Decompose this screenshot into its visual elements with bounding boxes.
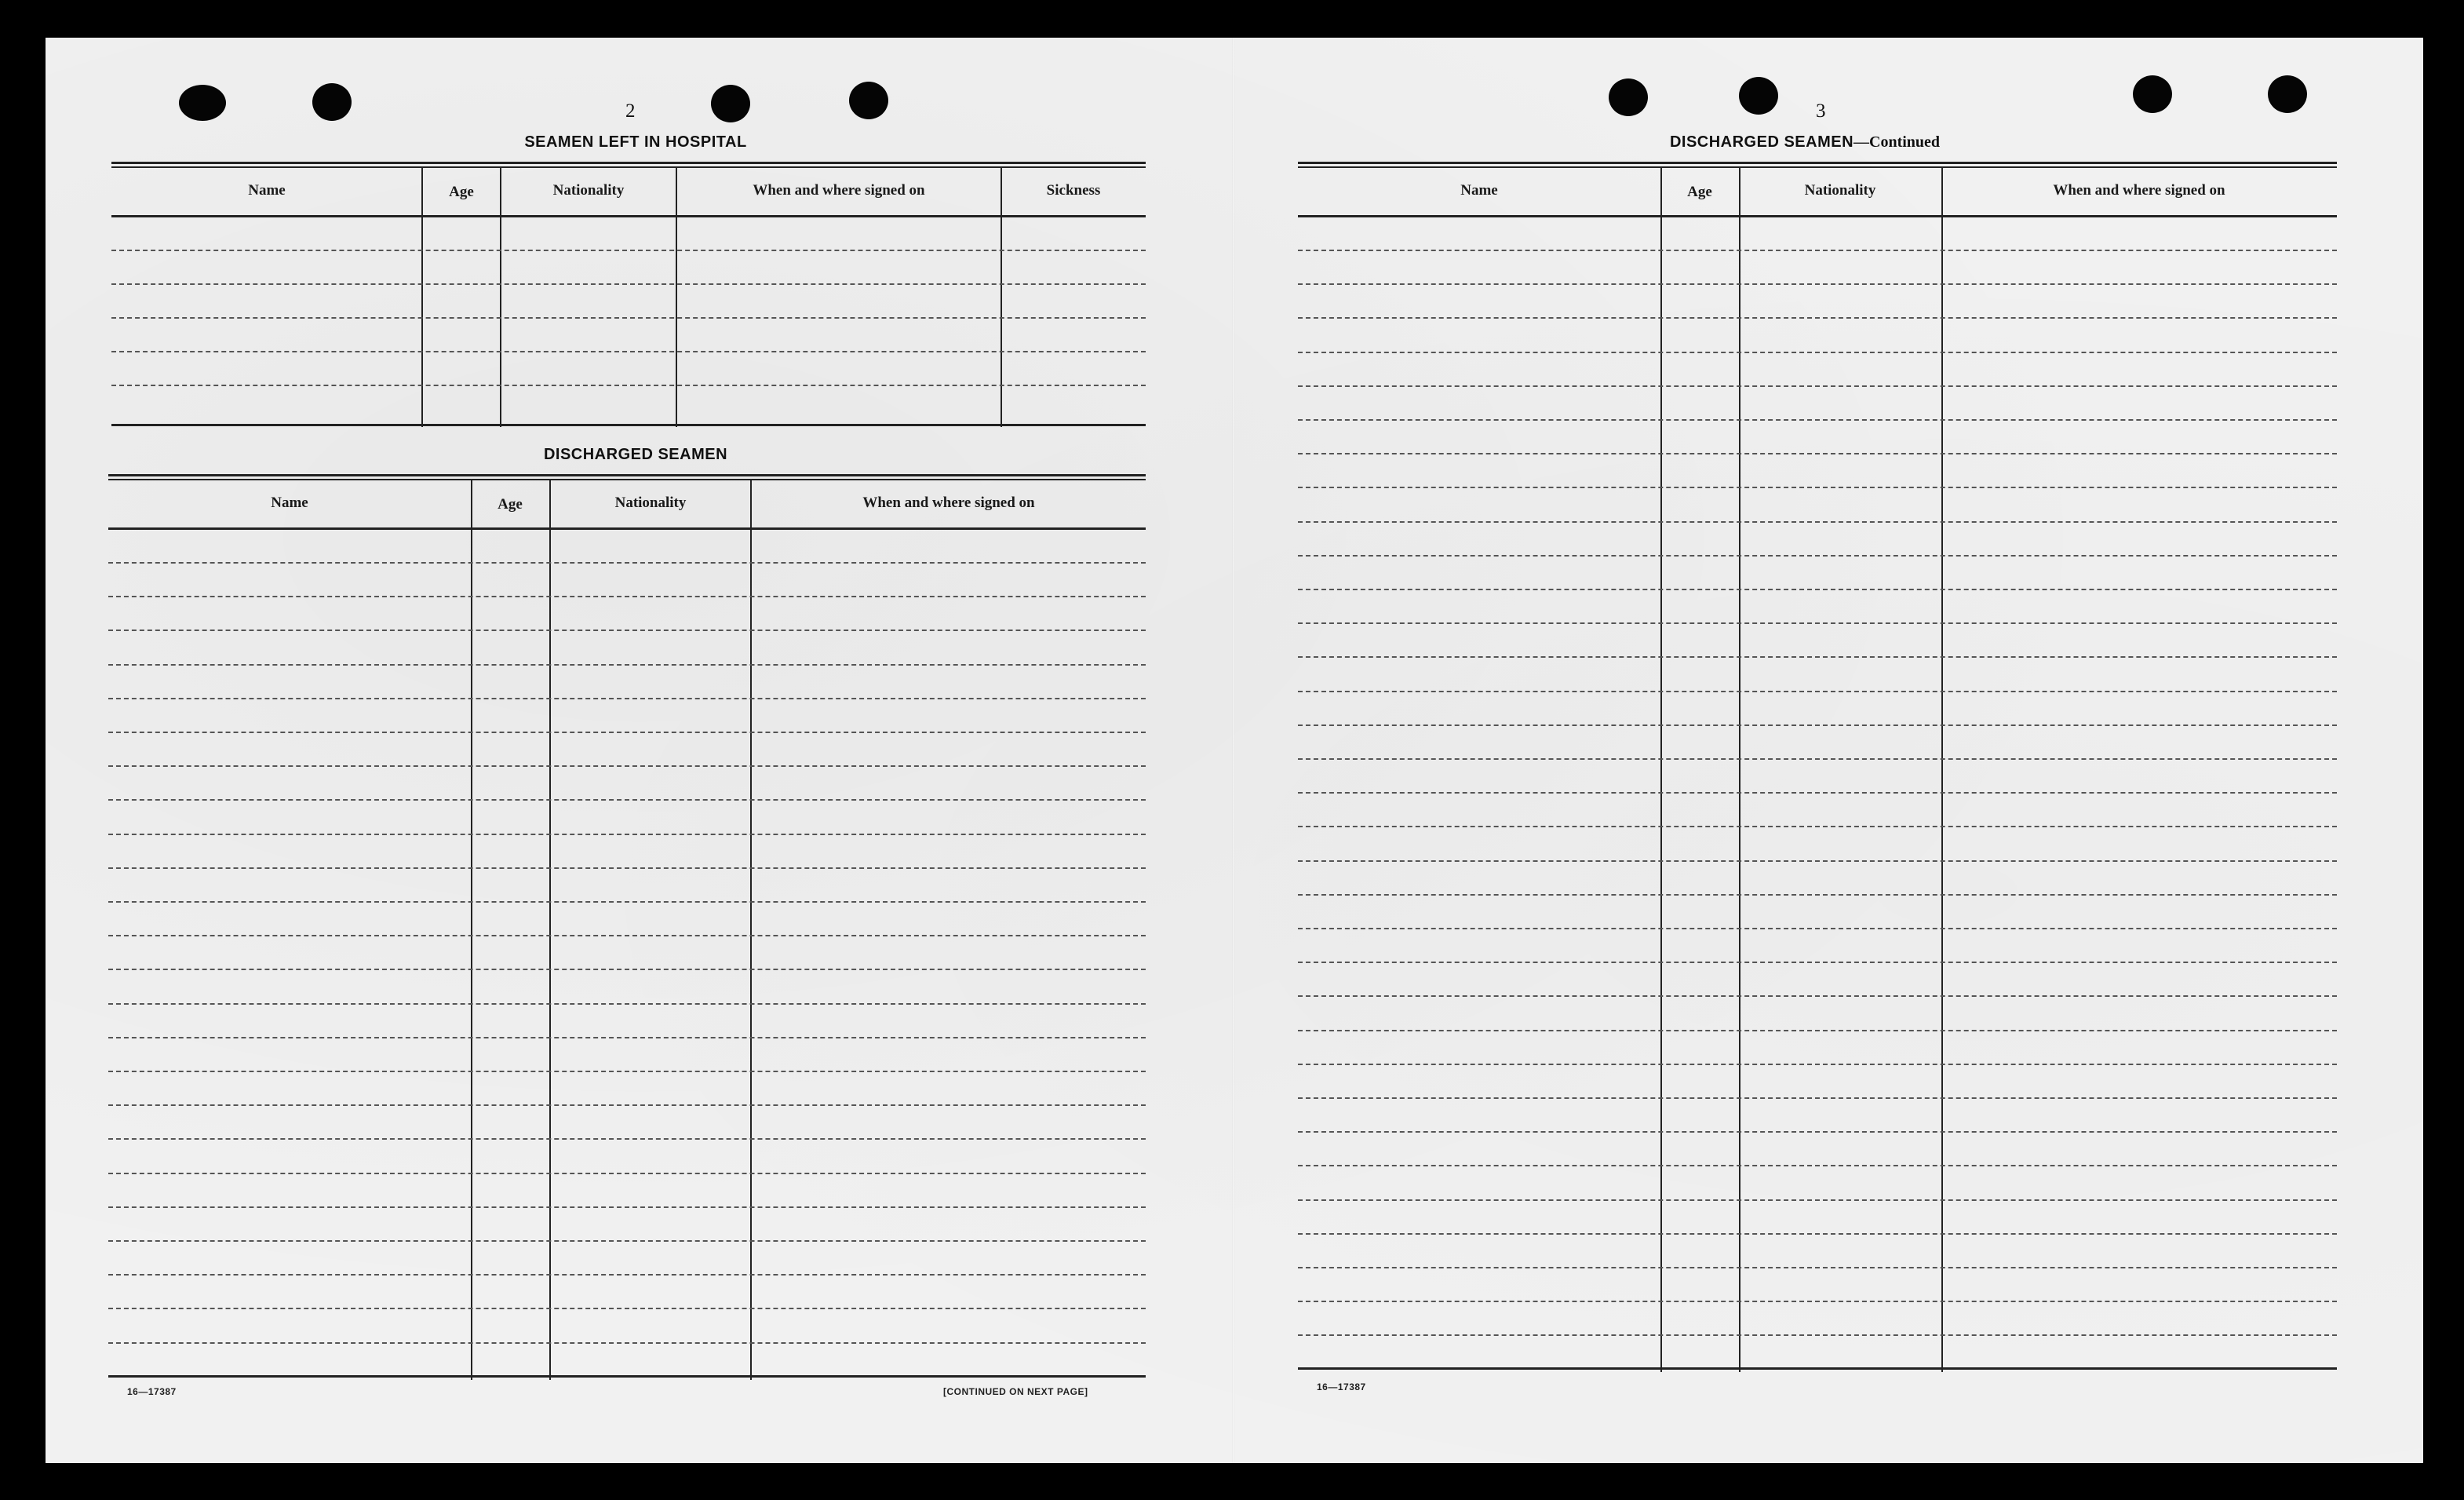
- table-row: [1298, 453, 2337, 454]
- table-row: [1298, 691, 2337, 692]
- punch-hole-icon: [849, 82, 888, 119]
- discharged-table: [108, 474, 1146, 1377]
- table-row: [108, 596, 1146, 597]
- column-header-signed-on: When and where signed on: [862, 495, 1035, 511]
- table-row: [108, 1003, 1146, 1005]
- table-top-rule: [108, 479, 1146, 480]
- table-row: [108, 1104, 1146, 1106]
- table-top-rule: [1298, 166, 2337, 168]
- table-row: [1298, 962, 2337, 963]
- table-row: [1298, 1233, 2337, 1235]
- punch-hole-icon: [711, 85, 750, 122]
- table-row: [111, 283, 1146, 285]
- punch-hole-icon: [2268, 75, 2307, 113]
- table-row: [108, 834, 1146, 835]
- table-row: [1298, 1131, 2337, 1133]
- table-row: [108, 698, 1146, 699]
- table-row: [1298, 656, 2337, 658]
- table-bottom-rule: [111, 424, 1146, 426]
- header-rule: [111, 215, 1146, 217]
- table-row: [108, 1173, 1146, 1174]
- table-row: [111, 385, 1146, 386]
- table-row: [108, 562, 1146, 564]
- form-number: 16—17387: [1317, 1381, 1366, 1392]
- column-divider: [1001, 168, 1002, 427]
- table-row: [1298, 995, 2337, 997]
- table-row: [1298, 1097, 2337, 1099]
- table-row: [1298, 1334, 2337, 1336]
- punch-hole-icon: [1739, 77, 1778, 115]
- table-row: [1298, 1199, 2337, 1201]
- discharged-table-title: DISCHARGED SEAMEN: [543, 446, 728, 463]
- table-row: [108, 732, 1146, 733]
- column-header-age: Age: [449, 184, 474, 200]
- continued-note: [CONTINUED ON NEXT PAGE]: [943, 1386, 1088, 1397]
- table-row: [1298, 487, 2337, 488]
- column-header-name: Name: [271, 495, 308, 511]
- table-row: [108, 1240, 1146, 1242]
- column-divider: [500, 168, 501, 427]
- column-header-signed-on: When and where signed on: [753, 182, 925, 199]
- column-divider: [549, 480, 551, 1380]
- table-row: [108, 1342, 1146, 1344]
- table-bottom-rule: [1298, 1367, 2337, 1370]
- table-row: [1298, 250, 2337, 251]
- table-row: [108, 1308, 1146, 1309]
- column-divider: [421, 168, 423, 427]
- table-row: [1298, 1301, 2337, 1302]
- table-row: [1298, 894, 2337, 896]
- punch-hole-icon: [312, 83, 352, 121]
- table-row: [1298, 758, 2337, 760]
- column-divider: [676, 168, 677, 427]
- column-header-nationality: Nationality: [614, 495, 687, 511]
- table-row: [1298, 792, 2337, 794]
- discharged-continued-title-suffix: —Continued: [1853, 133, 1941, 151]
- column-header-sickness: Sickness: [1046, 182, 1101, 199]
- table-row: [1298, 826, 2337, 827]
- column-divider: [1941, 168, 1943, 1372]
- discharged-continued-title-main: DISCHARGED SEAMEN: [1669, 133, 1854, 151]
- table-row: [108, 799, 1146, 801]
- hospital-table-title: SEAMEN LEFT IN HOSPITAL: [524, 133, 747, 151]
- column-header-age: Age: [498, 496, 523, 513]
- table-row: [1298, 928, 2337, 929]
- table-row: [108, 1071, 1146, 1072]
- punch-hole-icon: [179, 85, 226, 121]
- column-divider: [1660, 168, 1662, 1372]
- table-row: [1298, 1267, 2337, 1268]
- punch-hole-icon: [2133, 75, 2172, 113]
- table-row: [1298, 589, 2337, 590]
- header-rule: [108, 527, 1146, 530]
- table-top-rule: [111, 166, 1146, 168]
- discharged-continued-title: [1640, 133, 1970, 151]
- table-row: [108, 901, 1146, 903]
- table-row: [1298, 622, 2337, 624]
- table-row: [1298, 555, 2337, 557]
- page-number-right: 3: [1816, 100, 1826, 122]
- form-number: 16—17387: [127, 1386, 177, 1397]
- column-header-signed-on: When and where signed on: [2053, 182, 2225, 199]
- table-row: [1298, 724, 2337, 726]
- table-row: [108, 935, 1146, 936]
- table-top-rule: [1298, 162, 2337, 164]
- table-row: [108, 630, 1146, 631]
- page-number-left: 2: [625, 100, 636, 122]
- page-fold: [1232, 38, 1234, 1463]
- table-row: [111, 317, 1146, 319]
- punch-hole-icon: [1609, 78, 1648, 116]
- table-row: [108, 1138, 1146, 1140]
- column-header-nationality: Nationality: [552, 182, 625, 199]
- column-header-name: Name: [1460, 182, 1498, 199]
- table-row: [111, 250, 1146, 251]
- column-header-nationality: Nationality: [1804, 182, 1876, 199]
- column-header-name: Name: [248, 182, 286, 199]
- table-row: [108, 867, 1146, 869]
- hospital-table: [111, 162, 1146, 429]
- table-row: [111, 351, 1146, 352]
- table-row: [108, 969, 1146, 970]
- table-top-rule: [111, 162, 1146, 164]
- table-row: [108, 1206, 1146, 1208]
- table-row: [1298, 521, 2337, 523]
- table-row: [108, 1274, 1146, 1276]
- table-row: [1298, 352, 2337, 353]
- column-divider: [1739, 168, 1740, 1372]
- table-row: [108, 765, 1146, 767]
- table-row: [1298, 1030, 2337, 1031]
- column-divider: [471, 480, 472, 1380]
- table-bottom-rule: [108, 1375, 1146, 1378]
- table-row: [1298, 283, 2337, 285]
- table-top-rule: [108, 474, 1146, 476]
- header-rule: [1298, 215, 2337, 217]
- table-row: [1298, 1165, 2337, 1166]
- column-divider: [750, 480, 752, 1380]
- discharged-continued-table: [1298, 162, 2337, 1370]
- table-row: [1298, 1064, 2337, 1065]
- table-row: [1298, 860, 2337, 862]
- table-row: [1298, 317, 2337, 319]
- table-row: [108, 664, 1146, 666]
- table-row: [108, 1037, 1146, 1038]
- table-row: [1298, 385, 2337, 387]
- table-row: [1298, 419, 2337, 421]
- column-header-age: Age: [1687, 184, 1712, 200]
